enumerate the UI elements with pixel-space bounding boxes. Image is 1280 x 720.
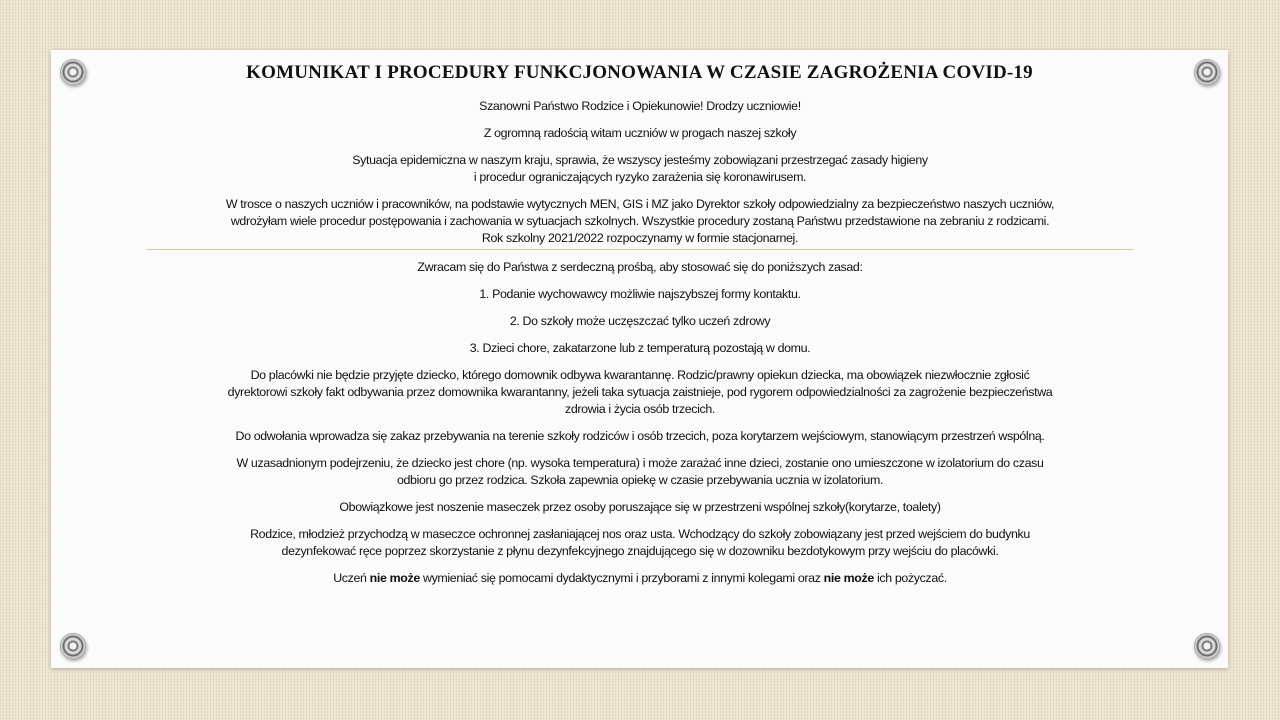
paragraph-line: 3. Dzieci chore, zakatarzone lub z temperaturą pozostają w domu.: [469, 341, 811, 355]
paragraph-line: 1. Podanie wychowawcy możliwie najszybszej formy kontaktu.: [479, 287, 801, 301]
paragraph-line: Do odwołania wprowadza się zakaz przebywania na terenie szkoły rodziców i osób trzecich, poza korytarzem wejściowym, stanowiącym przestrzeń wspólną.: [235, 429, 1045, 443]
text-part: Uczeń: [333, 571, 370, 585]
pushpin-icon: [60, 633, 86, 659]
text-part: wymieniać się pomocami dydaktycznymi i przyborami z innymi kolegami oraz: [419, 571, 824, 585]
rule-paragraph: [146, 455, 1134, 489]
paragraph-line: Obowiązkowe jest noszenie maseczek przez osoby poruszające się w przestrzeni wspólnej szkoły(korytarze, toalety): [339, 500, 941, 514]
paragraph-line: 2. Do szkoły może uczęszczać tylko uczeń zdrowy: [509, 314, 771, 328]
pushpin-icon: [1194, 633, 1220, 659]
paragraph-line: W trosce o naszych uczniów i pracowników, na podstawie wytycznych MEN, GIS i MZ jako Dyrektor szkoły odpowiedzialny za bezpieczeństwo naszych uczniów,: [225, 197, 1055, 211]
paragraph-line: Szanowni Państwo Rodzice i Opiekunowie! Drodzy uczniowie!: [479, 99, 801, 113]
paragraph-line: Z ogromną radością witam uczniów w progach naszej szkoły: [483, 126, 797, 140]
rule-paragraph: [146, 313, 1134, 330]
page-title: KOMUNIKAT I PROCEDURY FUNKCJONOWANIA W CZASIE ZAGROŻENIA COVID-19: [246, 62, 1033, 83]
paragraph-line: zdrowia i życia osób trzecich.: [565, 402, 715, 416]
paragraph-line: Zwracam się do Państwa z serdeczną prośbą, aby stosować się do poniższych zasad:: [417, 260, 863, 274]
paragraph-line: Do placówki nie będzie przyjęte dziecko, którego domownik odbywa kwarantannę. Rodzic/prawny opiekun dziecka, ma obowiązek niezwłocznie zgłosić: [250, 368, 1030, 382]
rule-paragraph: [146, 428, 1134, 445]
intro-paragraph: [146, 152, 1134, 186]
paragraph-line: W uzasadnionym podejrzeniu, że dziecko jest chore (np. wysoka temperatura) i może zarażać inne dzieci, zostanie ono umieszczone w izolatorium do czasu: [236, 456, 1044, 470]
notice-rules: [146, 259, 1134, 560]
section-divider: [146, 249, 1134, 250]
notice-content: [146, 98, 1134, 597]
notice-intro: [146, 98, 1134, 247]
rule-paragraph: [146, 499, 1134, 516]
paragraph-line: Sytuacja epidemiczna w naszym kraju, sprawia, że wszyscy jesteśmy zobowiązani przestrzegać zasady higieny: [352, 153, 928, 167]
paragraph-line: dezynfekować ręce poprzez skorzystanie z płynu dezynfekcyjnego znajdującego się w dozowniku bezdotykowym przy wejściu do placówki.: [281, 544, 999, 558]
rule-paragraph: [146, 526, 1134, 560]
emphasis-text: nie może: [369, 571, 420, 585]
paragraph-line: Rodzice, młodzież przychodzą w maseczce ochronnej zasłaniającej nos oraz usta. Wchodzący do szkoły zobowiązany jest przed wejściem do budynku: [250, 527, 1030, 541]
notice-paragraph-final: [146, 570, 1134, 587]
emphasis-text: nie może: [823, 571, 874, 585]
rule-paragraph: [146, 259, 1134, 276]
paragraph-line: i procedur ograniczających ryzyko zarażenia się koronawirusem.: [473, 170, 807, 184]
paragraph-line: Rok szkolny 2021/2022 rozpoczynamy w formie stacjonarnej.: [481, 231, 799, 245]
intro-paragraph: [146, 125, 1134, 142]
paragraph-line: wdrożyłam wiele procedur postępowania i zachowania w sytuacjach szkolnych. Wszystkie procedury zostaną Państwu przedstawione na zebraniu z rodzicami.: [230, 214, 1050, 228]
rule-paragraph: [146, 286, 1134, 303]
paragraph-line: odbioru go przez rodzica. Szkoła zapewnia opiekę w czasie przebywania ucznia w izolatorium.: [396, 473, 884, 487]
rule-paragraph: [146, 340, 1134, 357]
intro-paragraph: [146, 98, 1134, 115]
intro-paragraph: [146, 196, 1134, 247]
rule-paragraph: [146, 367, 1134, 418]
text-part: ich pożyczać.: [873, 571, 947, 585]
paragraph-line: dyrektorowi szkoły fakt odbywania przez domownika kwarantanny, jeżeli taka sytuacja zaistnieje, pod rygorem odpowiedzialności za zagrożenie bezpieczeństwa: [227, 385, 1053, 399]
